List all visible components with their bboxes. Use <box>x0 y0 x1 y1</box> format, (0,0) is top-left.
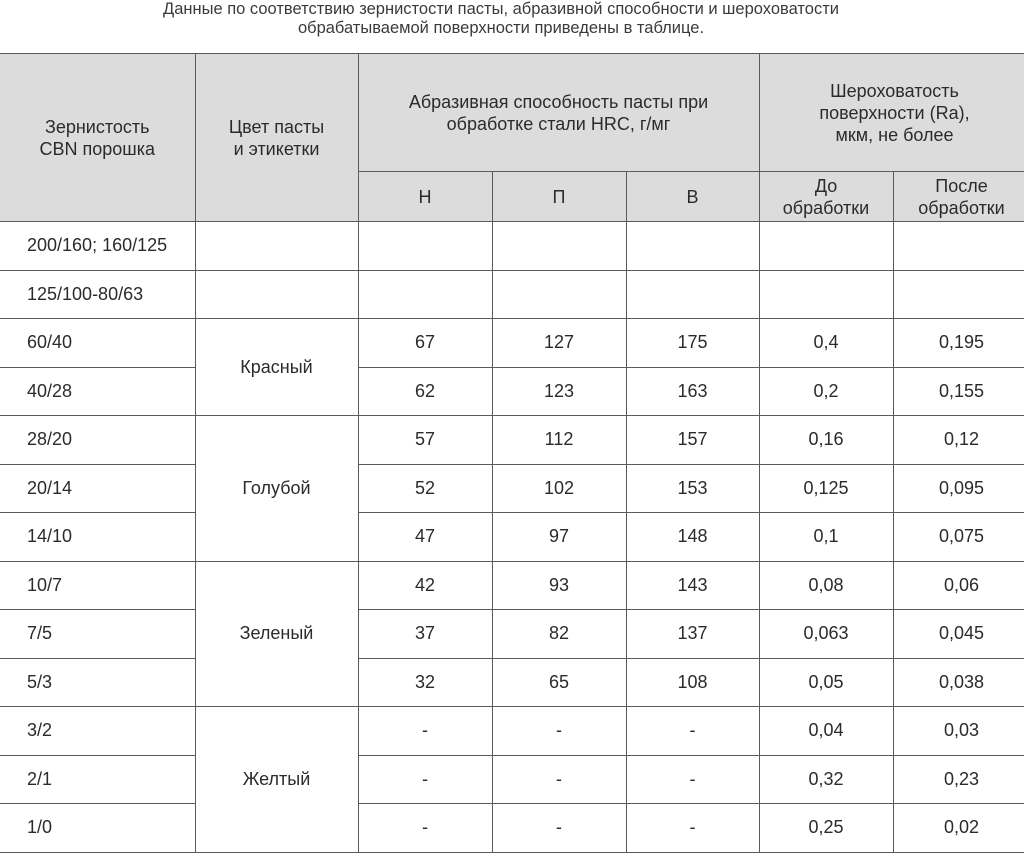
grit-cell: 2/1 <box>0 755 195 804</box>
after-cell: 0,155 <box>893 367 1024 416</box>
before-cell: 0,05 <box>759 658 893 707</box>
before-cell <box>759 222 893 271</box>
before-cell: 0,4 <box>759 319 893 368</box>
after-cell: 0,02 <box>893 804 1024 853</box>
table-row <box>0 707 1024 756</box>
h-cell <box>358 270 492 319</box>
before-cell: 0,08 <box>759 561 893 610</box>
h-cell: 52 <box>358 464 492 513</box>
before-cell: 0,25 <box>759 804 893 853</box>
header-v: В <box>626 172 759 222</box>
color-cell-blue: Голубой <box>195 416 358 562</box>
after-cell: 0,095 <box>893 464 1024 513</box>
p-cell <box>492 270 626 319</box>
p-cell: 97 <box>492 513 626 562</box>
v-cell: 157 <box>626 416 759 465</box>
v-cell: - <box>626 755 759 804</box>
v-cell: 175 <box>626 319 759 368</box>
p-cell: - <box>492 804 626 853</box>
v-cell: - <box>626 707 759 756</box>
table-row <box>0 367 1024 416</box>
after-cell <box>893 222 1024 271</box>
h-cell: - <box>358 707 492 756</box>
grit-cell: 7/5 <box>0 610 195 659</box>
v-cell: 153 <box>626 464 759 513</box>
p-cell: 65 <box>492 658 626 707</box>
h-cell: 67 <box>358 319 492 368</box>
table-row <box>0 319 1024 368</box>
h-cell: - <box>358 755 492 804</box>
header-abrasive: Абразивная способность пасты при обработке стали HRC, г/мг <box>358 54 759 172</box>
after-cell: 0,06 <box>893 561 1024 610</box>
h-cell: 62 <box>358 367 492 416</box>
p-cell: 102 <box>492 464 626 513</box>
header-color: Цвет пасты и этикетки <box>195 54 358 222</box>
grit-cell: 3/2 <box>0 707 195 756</box>
h-cell: 42 <box>358 561 492 610</box>
caption-line-2: обрабатываемой поверхности приведены в таблице. <box>297 19 705 37</box>
grit-cell: 200/160; 160/125 <box>0 222 195 271</box>
p-cell: 112 <box>492 416 626 465</box>
table-row <box>0 513 1024 562</box>
caption-line-1: Данные по соответствию зернистости пасты, абразивной способности и шероховатости <box>163 0 839 18</box>
v-cell <box>626 270 759 319</box>
after-cell: 0,075 <box>893 513 1024 562</box>
color-cell-yellow: Желтый <box>195 707 358 853</box>
h-cell <box>358 222 492 271</box>
p-cell: 127 <box>492 319 626 368</box>
p-cell: 82 <box>492 610 626 659</box>
after-cell: 0,195 <box>893 319 1024 368</box>
h-cell: 57 <box>358 416 492 465</box>
before-cell: 0,32 <box>759 755 893 804</box>
grit-cell: 1/0 <box>0 804 195 853</box>
table-row <box>0 222 1024 271</box>
table-row <box>0 416 1024 465</box>
after-cell: 0,038 <box>893 658 1024 707</box>
before-cell <box>759 270 893 319</box>
table-row <box>0 270 1024 319</box>
header-p: П <box>492 172 626 222</box>
grit-cell: 10/7 <box>0 561 195 610</box>
grit-cell: 125/100-80/63 <box>0 270 195 319</box>
table-row <box>0 658 1024 707</box>
h-cell: 32 <box>358 658 492 707</box>
v-cell: 137 <box>626 610 759 659</box>
header-roughness: Шероховатость поверхности (Ra), мкм, не более <box>759 54 1024 172</box>
header-h: Н <box>358 172 492 222</box>
v-cell: 163 <box>626 367 759 416</box>
p-cell: - <box>492 707 626 756</box>
before-cell: 0,1 <box>759 513 893 562</box>
table-row <box>0 610 1024 659</box>
color-cell-red: Красный <box>195 319 358 416</box>
grit-cell: 20/14 <box>0 464 195 513</box>
v-cell: 143 <box>626 561 759 610</box>
table-caption <box>0 0 1002 38</box>
color-cell <box>195 270 358 319</box>
header-before: До обработки <box>759 172 893 222</box>
grit-cell: 60/40 <box>0 319 195 368</box>
p-cell <box>492 222 626 271</box>
before-cell: 0,063 <box>759 610 893 659</box>
before-cell: 0,04 <box>759 707 893 756</box>
v-cell <box>626 222 759 271</box>
p-cell: 93 <box>492 561 626 610</box>
before-cell: 0,125 <box>759 464 893 513</box>
h-cell: 37 <box>358 610 492 659</box>
after-cell: 0,03 <box>893 707 1024 756</box>
after-cell <box>893 270 1024 319</box>
h-cell: - <box>358 804 492 853</box>
color-cell-green: Зеленый <box>195 561 358 707</box>
header-grit: Зернистость CBN порошка <box>0 54 195 222</box>
color-cell <box>195 222 358 271</box>
paste-specs-table <box>0 53 1024 853</box>
before-cell: 0,16 <box>759 416 893 465</box>
header-after: После обработки <box>893 172 1024 222</box>
after-cell: 0,045 <box>893 610 1024 659</box>
v-cell: 148 <box>626 513 759 562</box>
table-row <box>0 755 1024 804</box>
grit-cell: 5/3 <box>0 658 195 707</box>
table-row <box>0 804 1024 853</box>
before-cell: 0,2 <box>759 367 893 416</box>
grit-cell: 28/20 <box>0 416 195 465</box>
grit-cell: 40/28 <box>0 367 195 416</box>
grit-cell: 14/10 <box>0 513 195 562</box>
after-cell: 0,23 <box>893 755 1024 804</box>
table-row <box>0 464 1024 513</box>
p-cell: - <box>492 755 626 804</box>
v-cell: 108 <box>626 658 759 707</box>
v-cell: - <box>626 804 759 853</box>
table-row <box>0 561 1024 610</box>
after-cell: 0,12 <box>893 416 1024 465</box>
p-cell: 123 <box>492 367 626 416</box>
h-cell: 47 <box>358 513 492 562</box>
